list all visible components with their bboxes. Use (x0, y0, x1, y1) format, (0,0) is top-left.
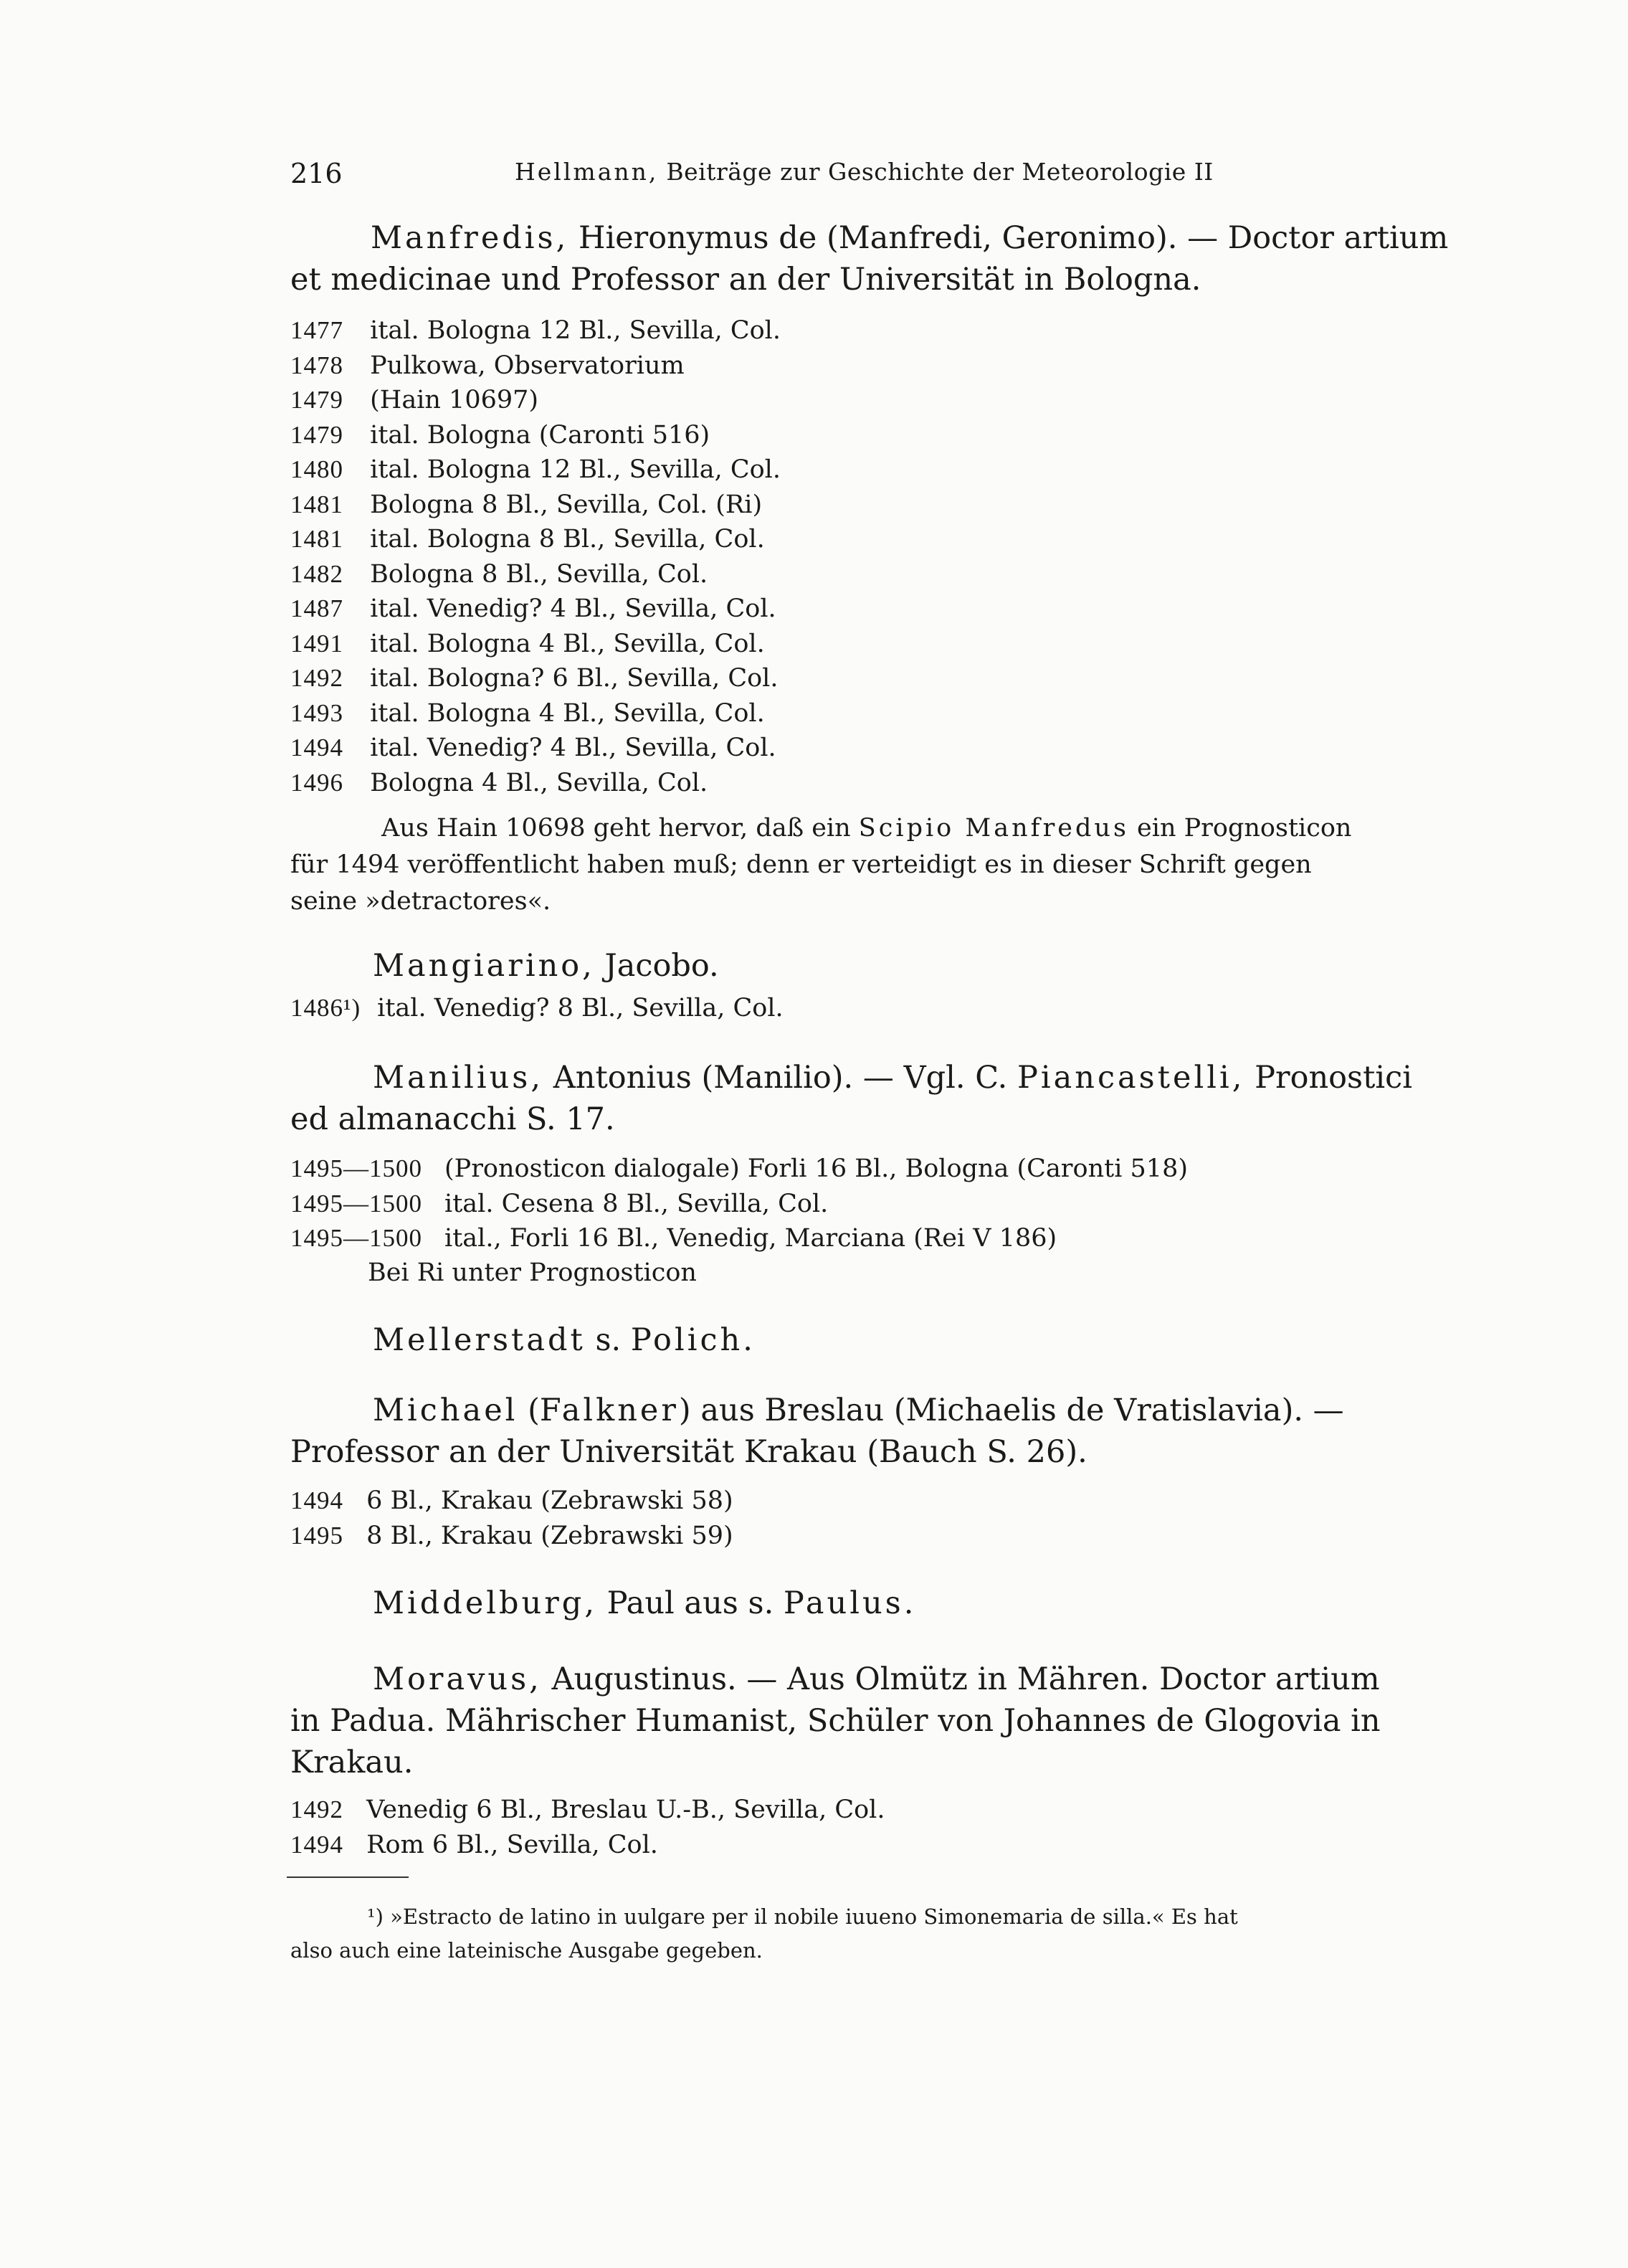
moravus-heading-text: Augustinus. — Aus Olmütz in Mähren. Doctor artium (541, 1661, 1380, 1697)
entry-year: 1479 (290, 386, 343, 414)
entry-text: ital. Bologna 4 Bl., Sevilla, Col. (370, 698, 765, 728)
list-item (290, 1152, 1188, 1187)
list-item (290, 1187, 1188, 1222)
list-item (290, 1519, 733, 1554)
michael-paren-name: Falkner (539, 1392, 679, 1428)
entry-year: 1494 (290, 1830, 343, 1859)
middelburg-heading (373, 1583, 916, 1624)
header-author: Hellmann, (515, 158, 659, 186)
manilius-heading-text: Pronostici (1244, 1060, 1412, 1096)
list-item (290, 731, 781, 766)
entry-text: ital. Venedig? 4 Bl., Sevilla, Col. (370, 734, 776, 762)
mangiarino-name: Mangiarino, (373, 948, 595, 984)
list-item (290, 696, 781, 731)
mangiarino-heading-text: Jacobo. (594, 948, 719, 984)
list-item (290, 1793, 885, 1828)
footnote-rule (287, 1876, 409, 1878)
manfredis-entries (290, 313, 781, 800)
note-text: ein Prognosticon (1128, 814, 1352, 843)
entry-text: ital., Forli 16 Bl., Venedig, Marciana (Rei V 186) (444, 1224, 1057, 1253)
mellerstadt-ref: Polich. (630, 1322, 756, 1358)
manilius-entries (290, 1152, 1188, 1256)
entry-year: 1492 (290, 1795, 343, 1823)
entry-year: 1481 (290, 525, 343, 553)
entry-year: 1495—1500 (290, 1189, 422, 1218)
manilius-heading-line2: ed almanacchi S. 17. (290, 1101, 615, 1137)
list-item (290, 1221, 1188, 1256)
entry-text: ital. Bologna 8 Bl., Sevilla, Col. (370, 525, 765, 554)
note-text: Aus Hain 10698 geht hervor, daß ein (381, 814, 859, 843)
michael-name: Michael (373, 1392, 518, 1428)
middelburg-heading-text: Paul aus s. (597, 1585, 784, 1621)
entry-text: ital. Bologna (Caronti 516) (370, 420, 710, 450)
middelburg-ref: Paulus. (783, 1585, 917, 1621)
entry-text: (Pronosticon dialogale) Forli 16 Bl., Bologna (Caronti 518) (444, 1154, 1188, 1183)
middelburg-name: Middelburg, (373, 1585, 598, 1621)
entry-year: 1480 (290, 455, 343, 483)
list-item (290, 522, 781, 557)
entry-text: 6 Bl., Krakau (Zebrawski 58) (366, 1486, 733, 1515)
entry-year: 1495—1500 (290, 1154, 422, 1182)
entry-text: 8 Bl., Krakau (Zebrawski 59) (366, 1521, 733, 1550)
entry-year: 1495 (290, 1521, 343, 1550)
list-item (290, 661, 781, 696)
mellerstadt-heading (373, 1319, 756, 1361)
list-item (290, 488, 781, 523)
list-item (290, 592, 781, 627)
entry-text: ital. Venedig? 8 Bl., Sevilla, Col. (377, 994, 784, 1023)
entry-text: Venedig 6 Bl., Breslau U.-B., Sevilla, Col. (366, 1795, 885, 1824)
entry-text: (Hain 10697) (370, 386, 539, 414)
entry-year: 1494 (290, 734, 343, 761)
manfredis-note-line2: für 1494 veröffentlicht haben muß; denn er verteidigt es in dieser Schrift gegen (290, 850, 1312, 879)
entry-year: 1492 (290, 664, 343, 692)
mangiarino-heading (373, 945, 719, 987)
manilius-heading (373, 1057, 1412, 1099)
list-item (290, 313, 781, 348)
michael-heading-line2: Professor an der Universität Krakau (Bauch S. 26). (290, 1434, 1087, 1470)
entry-year: 1482 (290, 559, 343, 588)
manfredis-note-line1 (381, 810, 1351, 847)
entry-text: ital. Bologna? 6 Bl., Sevilla, Col. (370, 664, 779, 693)
moravus-heading-line2: in Padua. Mährischer Humanist, Schüler von Johannes de Glogovia in (290, 1703, 1381, 1739)
entry-text: Bologna 4 Bl., Sevilla, Col. (370, 768, 708, 797)
entry-year: 1477 (290, 316, 343, 344)
entry-text: ital. Bologna 4 Bl., Sevilla, Col. (370, 629, 765, 658)
list-item (290, 383, 781, 418)
list-item (290, 557, 781, 592)
entry-text: ital. Bologna 12 Bl., Sevilla, Col. (370, 316, 781, 345)
entry-year: 1478 (290, 351, 343, 379)
entry-text: Bologna 8 Bl., Sevilla, Col. (370, 559, 708, 589)
footnote-line2: also auch eine lateinische Ausgabe gegeben. (290, 1938, 763, 1963)
michael-entries (290, 1484, 733, 1553)
entry-year: 1487 (290, 594, 343, 622)
entry-year: 1486¹) (290, 994, 361, 1022)
moravus-heading-line3: Krakau. (290, 1745, 414, 1780)
entry-year: 1495—1500 (290, 1224, 422, 1252)
manfredis-name: Manfredis, (371, 220, 569, 256)
header-title: Beiträge zur Geschichte der Meteorologie II (666, 158, 1214, 186)
list-item (290, 452, 781, 488)
entry-year: 1491 (290, 629, 343, 658)
list-item (290, 418, 781, 453)
manilius-ref-name: Piancastelli, (1017, 1060, 1245, 1096)
page-number: 216 (290, 158, 343, 189)
note-name: Scipio Manfredus (858, 814, 1129, 843)
michael-heading-text: aus Breslau (Michaelis de Vratislavia). — (690, 1392, 1344, 1428)
list-item (290, 1484, 733, 1519)
moravus-heading (373, 1659, 1380, 1700)
manilius-note: Bei Ri unter Prognosticon (368, 1258, 697, 1287)
list-item (290, 348, 781, 384)
entry-text: Bologna 8 Bl., Sevilla, Col. (Ri) (370, 490, 763, 519)
manilius-heading-text: Antonius (Manilio). — Vgl. C. (543, 1060, 1017, 1096)
list-item (290, 1828, 885, 1863)
entry-year: 1496 (290, 768, 343, 797)
list-item (290, 991, 784, 1026)
manfredis-heading (371, 217, 1448, 259)
manfredis-heading-line2: et medicinae und Professor an der Universität in Bologna. (290, 262, 1201, 298)
entry-text: Pulkowa, Observatorium (370, 351, 685, 380)
entry-year: 1494 (290, 1486, 343, 1514)
moravus-entries (290, 1793, 885, 1862)
moravus-name: Moravus, (373, 1661, 542, 1697)
entry-text: ital. Cesena 8 Bl., Sevilla, Col. (444, 1189, 829, 1218)
running-header (515, 158, 1214, 186)
entry-text: Rom 6 Bl., Sevilla, Col. (366, 1830, 658, 1859)
manfredis-heading-text: Hieronymus de (Manfredi, Geronimo). — Doctor artium (568, 220, 1449, 256)
manfredis-note-line3: seine »detractores«. (290, 887, 551, 916)
mellerstadt-heading-text: s. (585, 1322, 631, 1358)
entry-text: ital. Venedig? 4 Bl., Sevilla, Col. (370, 594, 776, 623)
manilius-name: Manilius, (373, 1060, 544, 1096)
mellerstadt-name: Mellerstadt (373, 1322, 586, 1358)
list-item (290, 766, 781, 801)
list-item (290, 627, 781, 662)
entry-year: 1479 (290, 420, 343, 449)
entry-year: 1481 (290, 490, 343, 518)
entry-year: 1493 (290, 698, 343, 727)
footnote-line1: ¹) »Estracto de latino in uulgare per il nobile iuueno Simonemaria de silla.« Es hat (367, 1904, 1238, 1929)
michael-heading: Michael (Falkner) aus Breslau (Michaelis de Vratislavia). — (373, 1392, 1344, 1428)
entry-text: ital. Bologna 12 Bl., Sevilla, Col. (370, 455, 781, 484)
